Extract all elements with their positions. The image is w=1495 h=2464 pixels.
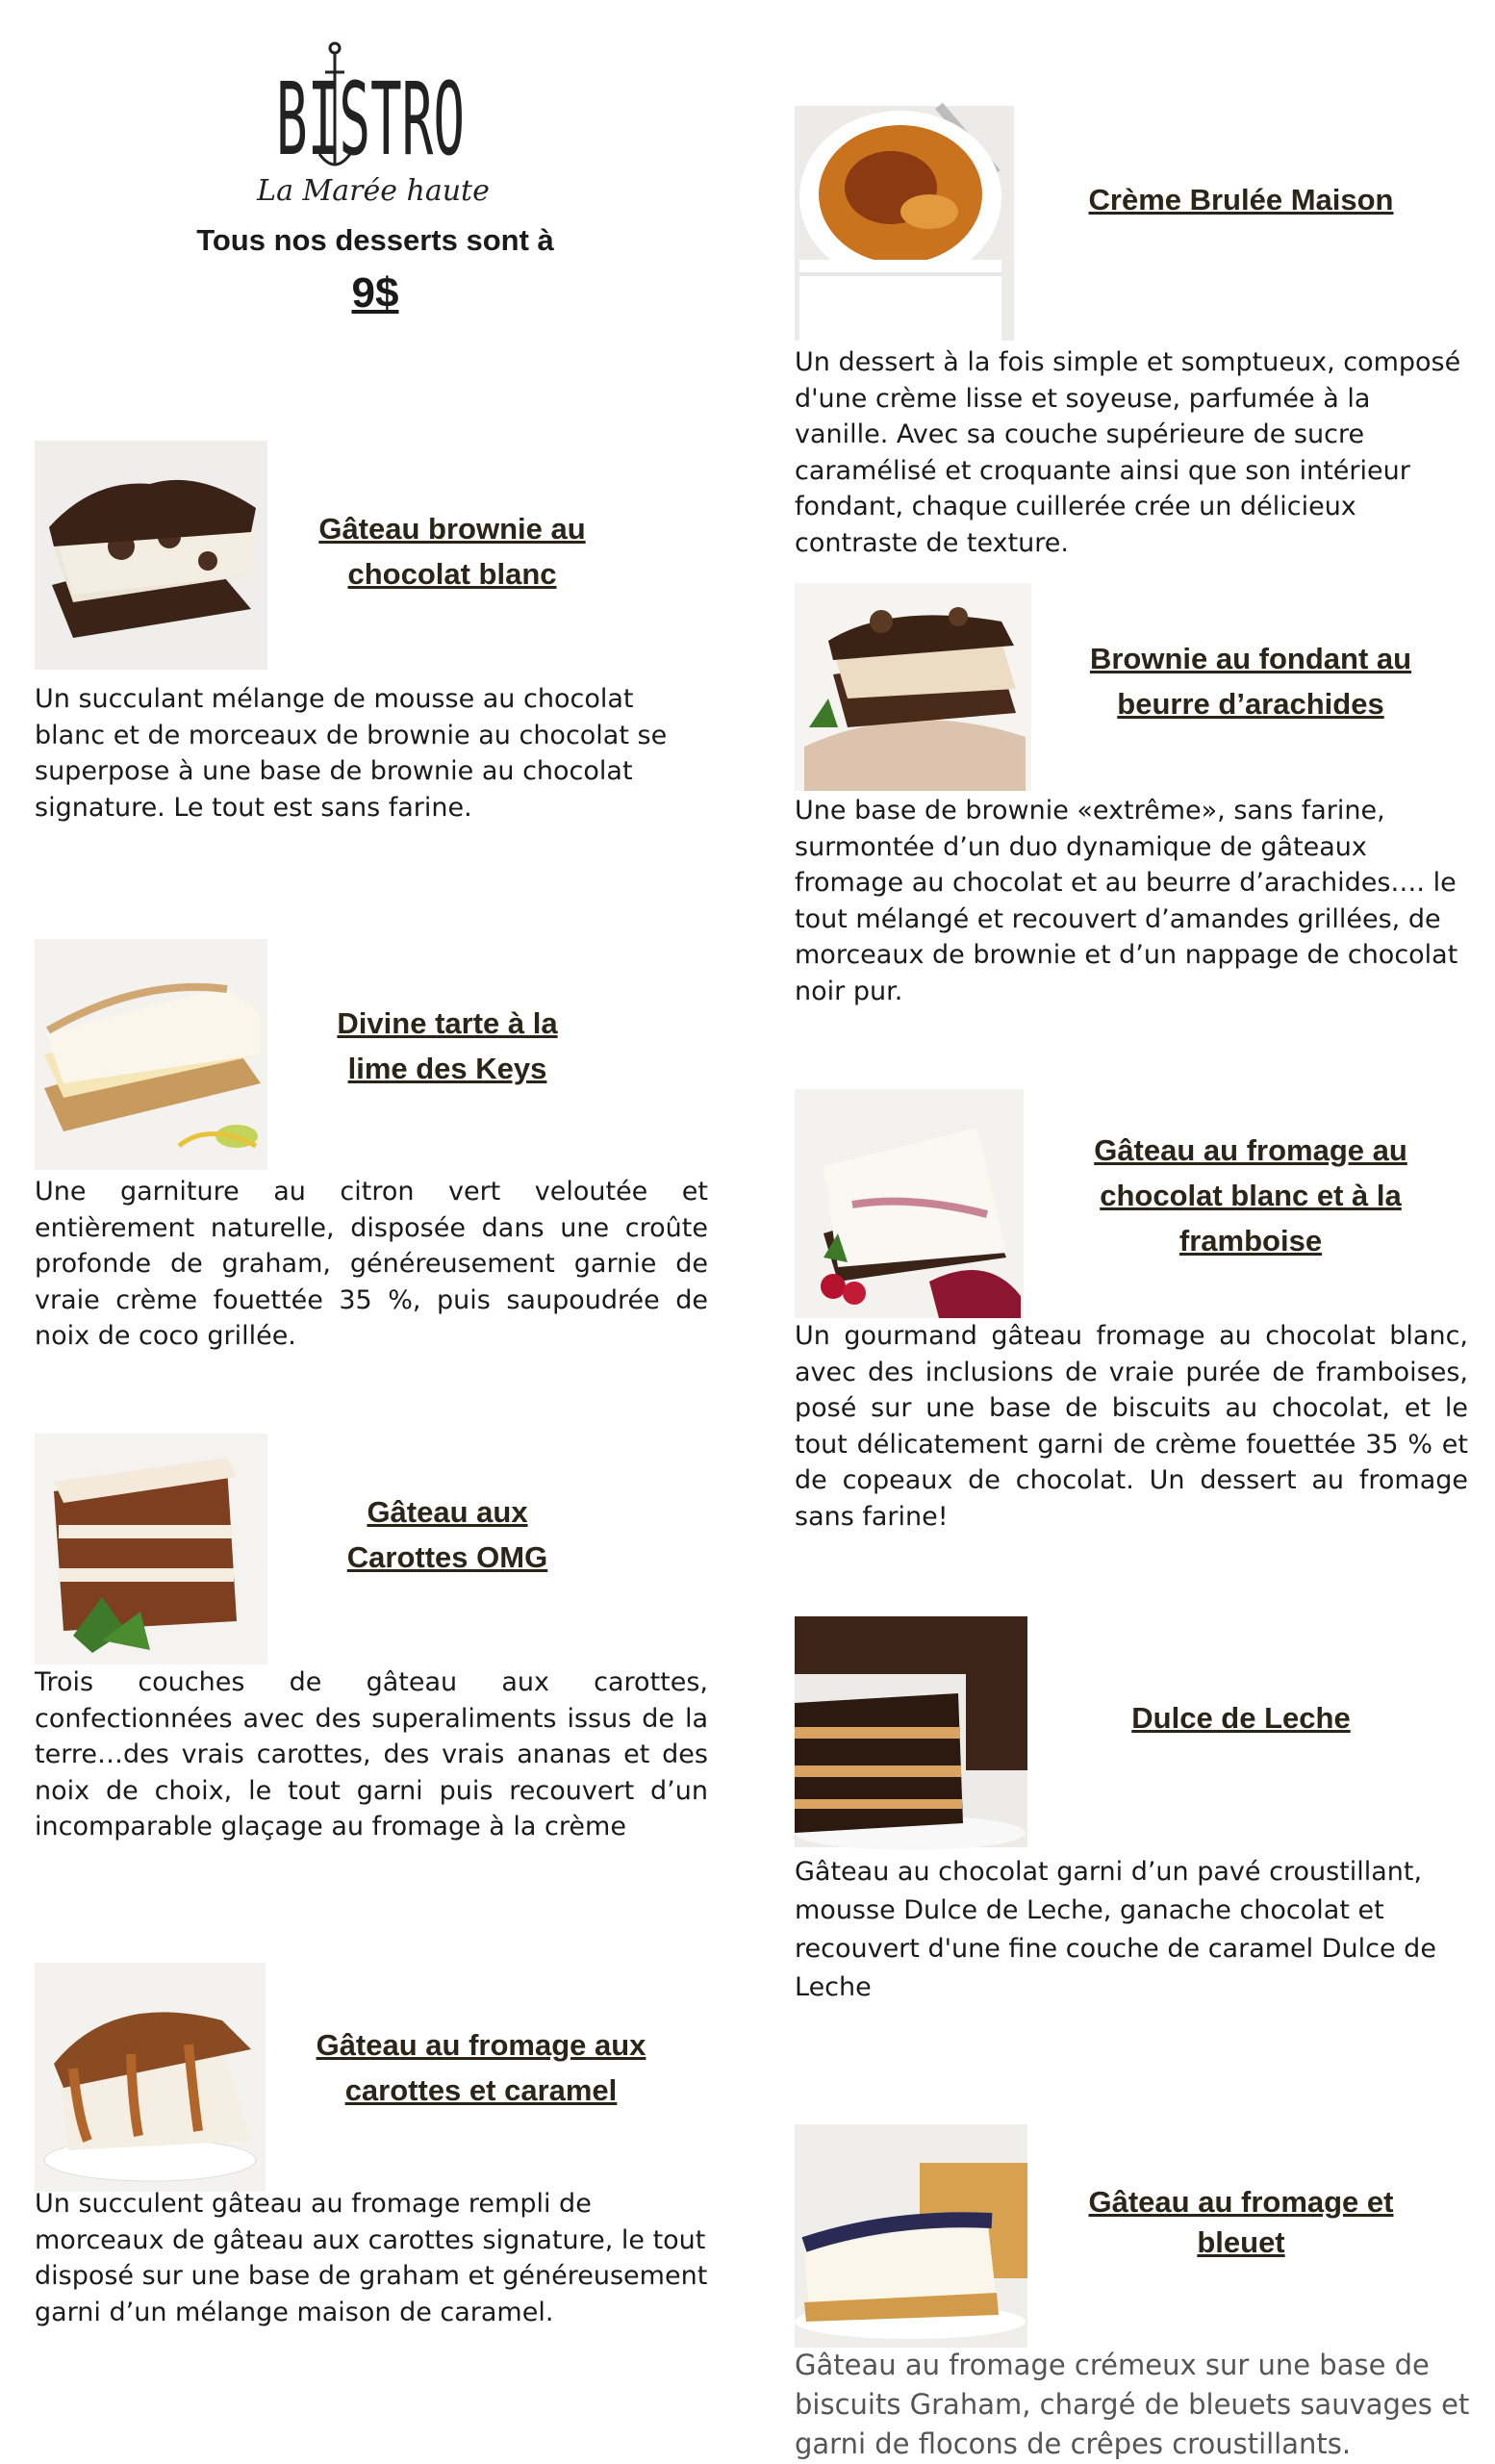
title-fromage-framboise: Gâteau au fromage au chocolat blanc et à la framboise [1094, 1133, 1407, 1257]
peanut-butter-brownie-photo [795, 583, 1031, 791]
desc-dulce-de-leche: Gâteau au chocolat garni d’un pavé croustillant, mousse Dulce de Leche, ganache chocolat et recouvert d'une fine couche de caramel Dulce de Leche [795, 1857, 1436, 2002]
title-fromage-bleuet: Gâteau au fromage et bleuet [1088, 2185, 1394, 2259]
desc-fromage-bleuet: Gâteau au fromage crémeux sur une base de biscuits Graham, chargé de bleuets sauvages et garni de flocons de crêpes croustillants. [795, 2349, 1470, 2460]
blueberry-cheesecake-photo [795, 2124, 1027, 2348]
desc-fromage-carottes-caramel: Un succulent gâteau au fromage rempli de morceaux de gâteau aux carottes signature, le tout disposé sur une base de graham et généreusement garni d’un mélange maison de caramel. [35, 2189, 708, 2327]
dulce-de-leche-cake-photo [795, 1616, 1027, 1847]
title-brownie-arachides: Brownie au fondant au beurre d’arachides [1089, 642, 1412, 721]
creme-brulee-photo [795, 106, 1014, 341]
desc-brownie-chocolat-blanc: Un succulant mélange de mousse au chocolat blanc et de morceaux de brownie au chocolat se superpose à une base de brownie au chocolat signature. Le tout est sans farine. [35, 684, 668, 823]
title-carottes-omg: Gâteau aux Carottes OMG [346, 1495, 548, 1574]
desc-tarte-lime: Une garniture au citron vert veloutée et entièrement naturelle, disposée dans une croûte profonde de graham, généreusement garnie de vraie crème fouettée 35 %, puis saupoudrée de noix de coco grillée. [35, 1177, 708, 1351]
carrot-cake-photo [35, 1434, 267, 1664]
bistro-logo [257, 29, 490, 212]
desc-carottes-omg: Trois couches de gâteau aux carottes, confectionnées avec des superaliments issus de la terre…des vrais carottes, des vrais ananas et des noix de choix, le tout garni puis recouvert d’un incomparable glaçage au fromage à la crème [35, 1667, 708, 1842]
raspberry-white-chocolate-cheesecake-photo [795, 1089, 1024, 1318]
logo-wordmark: BISTRO [276, 61, 465, 178]
price-line: Tous nos desserts sont à [196, 223, 554, 257]
key-lime-pie-photo [35, 939, 267, 1170]
price-value: 9$ [351, 269, 399, 317]
title-tarte-lime: Divine tarte à la lime des Keys [337, 1006, 558, 1085]
carrot-caramel-cheesecake-photo [35, 1963, 266, 2192]
desc-fromage-framboise: Un gourmand gâteau fromage au chocolat blanc, avec des inclusions de vraie purée de framboises, posé sur une base de biscuits au chocolat, et le tout délicatement garni de crème fouettée 35 % et de copeaux de chocolat. Un dessert au fromage sans farine! [795, 1321, 1468, 1532]
brownie-white-chocolate-photo [35, 441, 267, 670]
desc-creme-brulee: Un dessert à la fois simple et somptueux, composé d'une crème lisse et soyeuse, parfumée à la vanille. Avec sa couche supérieure de sucre caramélisé et croquante ainsi que son intérieur fondant, chaque cuillerée crée un délicieux contraste de texture. [795, 347, 1461, 558]
title-fromage-carottes-caramel: Gâteau au fromage aux carottes et caramel [316, 2028, 646, 2107]
logo-script: La Marée haute [257, 174, 490, 208]
desc-brownie-arachides: Une base de brownie «extrême», sans farine, surmontée d’un duo dynamique de gâteaux fromage au chocolat et au beurre d’arachides…. le tout mélangé et recouvert d’amandes grillées, de morceaux de brownie et d’un nappage de chocolat noir pur. [795, 796, 1458, 1006]
title-dulce-de-leche: Dulce de Leche [1131, 1701, 1351, 1735]
title-brownie-chocolat-blanc: Gâteau brownie au chocolat blanc [318, 512, 586, 591]
title-creme-brulee: Crème Brulée Maison [1088, 183, 1394, 216]
